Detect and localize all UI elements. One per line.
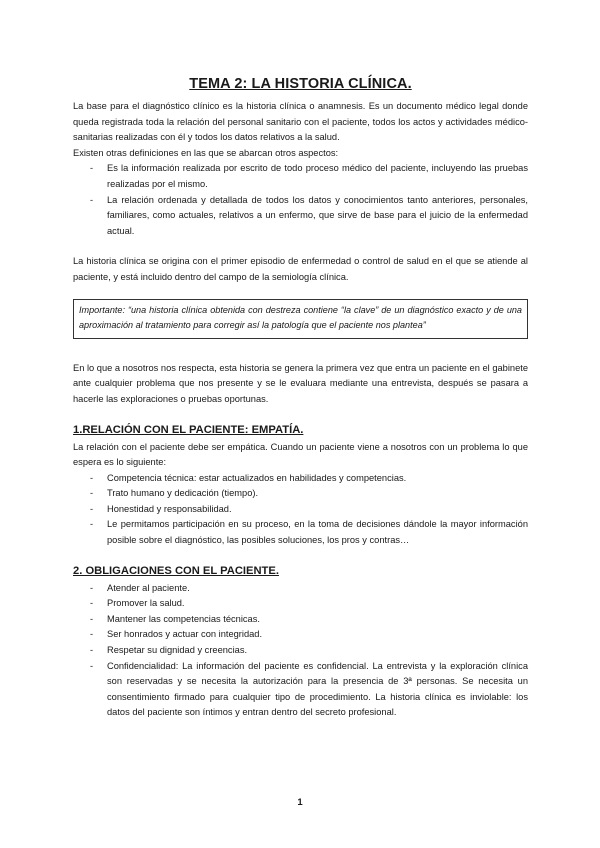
list-item-text: Trato humano y dedicación (tiempo). <box>107 488 259 499</box>
important-note-box: Importante: “una historia clínica obtenida con destreza contiene “la clave” de un diagnóstico exacto y de una aproximación al tratamiento para corregir así la patología que el paciente nos plantea” <box>73 299 528 339</box>
list-item-text: Mantener las competencias técnicas. <box>107 613 260 624</box>
list-item-text: Ser honrados y actuar con integridad. <box>107 629 263 640</box>
list-item-text: La relación ordenada y detallada de todos los datos y conocimientos tanto anteriores, personales, familiares, como actuales, relativos a un enfermo, que sirve de base para el juicio de la enfermedad actual. <box>107 194 528 236</box>
bullet-dash: - <box>90 472 94 483</box>
list-item-text: Competencia técnica: estar actualizados en habilidades y competencias. <box>107 472 407 483</box>
list-item-text: Es la información realizada por escrito de todo proceso médico del paciente, incluyendo las pruebas realizadas por el mismo. <box>107 163 528 189</box>
list-item <box>73 502 528 518</box>
list-item-text: Le permitamos participación en su proceso, en la toma de decisiones dándole la mayor información posible sobre el diagnóstico, las posibles soluciones, los pros y contras… <box>107 519 528 546</box>
list-item <box>73 627 528 643</box>
list-item-text: Respetar su dignidad y creencias. <box>107 645 248 656</box>
definitions-lead: Existen otras definiciones en las que se abarcan otros aspectos: <box>73 147 339 158</box>
list-item-text: Atender al paciente. <box>107 582 190 593</box>
bullet-dash: - <box>90 645 94 656</box>
page-number: 1 <box>297 797 303 808</box>
list-item-text: Honestidad y responsabilidad. <box>107 503 232 514</box>
section-2-title: 2. OBLIGACIONES CON EL PACIENTE. <box>73 564 279 577</box>
consultation-paragraph: En lo que a nosotros nos respecta, esta historia se genera la primera vez que entra un paciente en el gabinete ante cualquier problema que nos presente y se le evaluara mediante una entrevista, después se pasara a hacerle las exploraciones o pruebas oportunas. <box>73 362 528 404</box>
list-item <box>73 161 528 192</box>
bullet-dash: - <box>90 519 94 530</box>
bullet-dash: - <box>90 488 94 499</box>
page-title: TEMA 2: LA HISTORIA CLÍNICA. <box>189 76 412 92</box>
section-1-intro: La relación con el paciente debe ser empática. Cuando un paciente viene a nosotros con un problema lo que espera es lo siguiente: <box>73 441 528 468</box>
list-item <box>73 193 528 240</box>
intro-paragraph: La base para el diagnóstico clínico es la historia clínica o anamnesis. Es un documento médico legal donde queda registrada toda la relación del personal sanitario con el paciente, todos los actos y actividades médico-sanitarias realizadas con él y todos los datos relativos a la salud. <box>73 101 528 143</box>
list-item <box>73 596 528 612</box>
bullet-dash: - <box>90 613 94 624</box>
list-item <box>73 486 528 502</box>
page-content <box>73 76 528 721</box>
list-item <box>73 471 528 487</box>
list-item-text: Confidencialidad: La información del paciente es confidencial. La entrevista y la exploración clínica son reservadas y se necesita la autorización para la presencia de 3ª personas. Se necesita un consentimiento firmado para cualquier tipo de procedimiento. La historia clínica es inviolable: los datos del paciente son íntimos y entran dentro del secreto profesional. <box>107 660 528 718</box>
bullet-dash: - <box>90 629 94 640</box>
bullet-dash: - <box>90 194 94 205</box>
list-item <box>73 517 528 548</box>
list-item-text: Promover la salud. <box>107 598 185 609</box>
list-item <box>73 643 528 659</box>
section-1-list <box>73 471 528 549</box>
bullet-dash: - <box>90 582 94 593</box>
bullet-dash: - <box>90 503 94 514</box>
bullet-dash: - <box>90 163 94 174</box>
list-item <box>73 581 528 597</box>
origin-paragraph: La historia clínica se origina con el primer episodio de enfermedad o control de salud en el que se atiende al paciente, y está incluido dentro del campo de la semiología clínica. <box>73 256 528 282</box>
definitions-list <box>73 161 528 239</box>
section-2-list <box>73 581 528 721</box>
bullet-dash: - <box>90 598 94 609</box>
list-item <box>73 612 528 628</box>
section-1-title: 1.RELACIÓN CON EL PACIENTE: EMPATÍA. <box>73 423 304 436</box>
bullet-dash: - <box>90 660 94 671</box>
list-item <box>73 659 528 721</box>
